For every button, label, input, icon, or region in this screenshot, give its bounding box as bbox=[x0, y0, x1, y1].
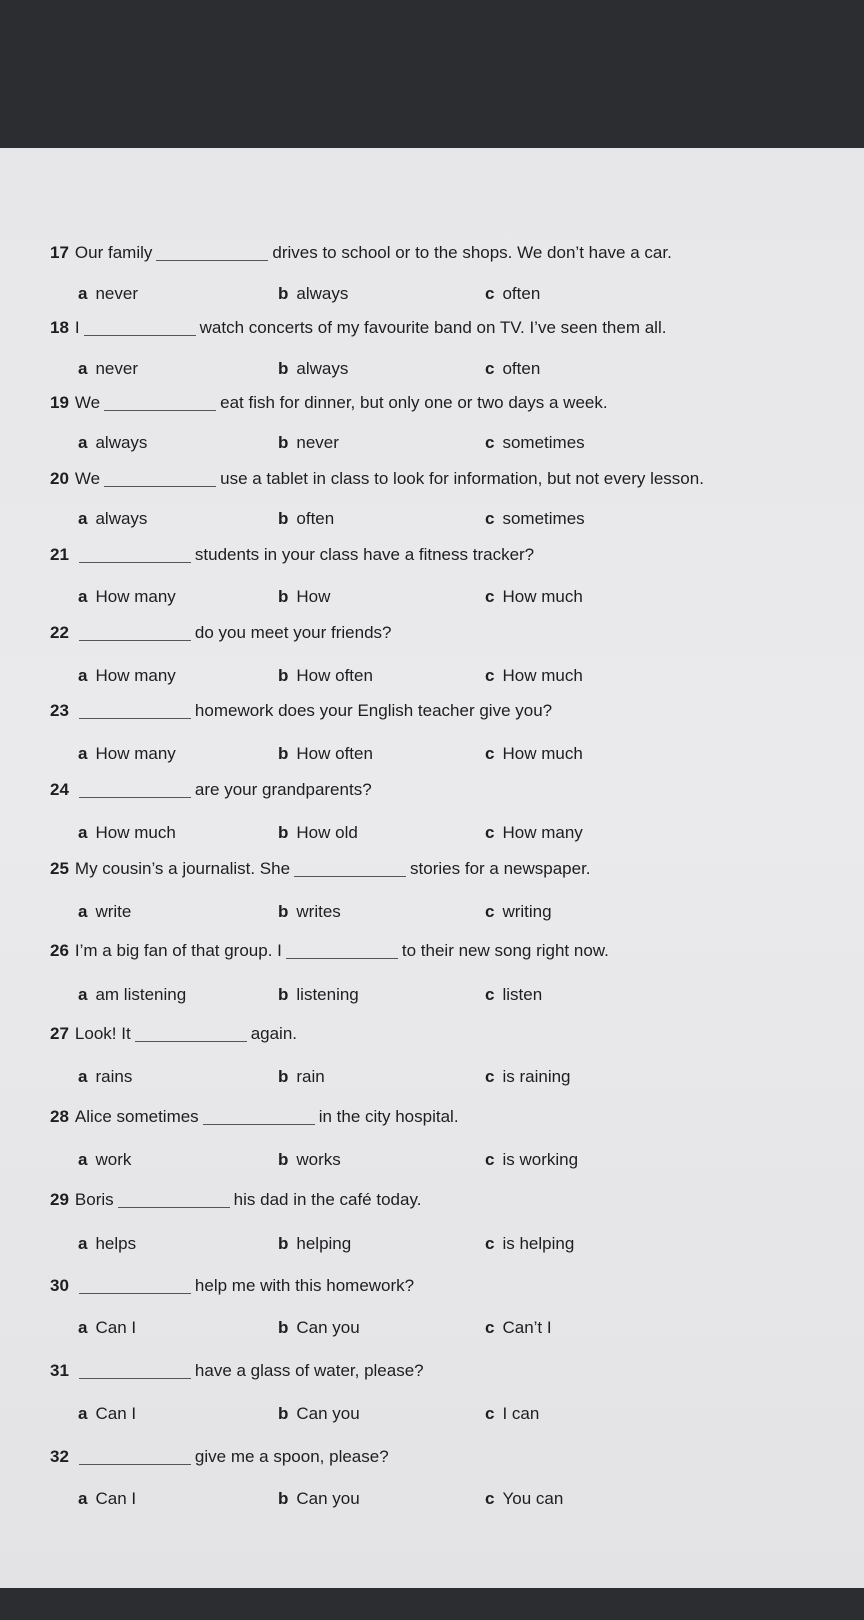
question-text-after: help me with this homework? bbox=[194, 1276, 415, 1295]
question-text-after: homework does your English teacher give you? bbox=[194, 701, 553, 720]
option-letter: c bbox=[485, 433, 495, 452]
option-letter: a bbox=[78, 1318, 88, 1337]
question-number: 17 bbox=[50, 243, 69, 262]
option-text: write bbox=[95, 902, 132, 921]
option-letter: c bbox=[485, 744, 495, 763]
answer-blank[interactable] bbox=[156, 260, 268, 261]
option-b[interactable] bbox=[278, 666, 373, 686]
question-number: 19 bbox=[50, 393, 69, 412]
option-letter: a bbox=[78, 1404, 88, 1423]
answer-blank[interactable] bbox=[294, 876, 406, 877]
option-letter: a bbox=[78, 902, 88, 921]
option-b[interactable] bbox=[278, 284, 348, 304]
option-letter: a bbox=[78, 1067, 88, 1086]
option-b[interactable] bbox=[278, 823, 358, 843]
option-letter: a bbox=[78, 509, 88, 528]
option-text: listening bbox=[296, 985, 359, 1004]
option-letter: a bbox=[78, 744, 88, 763]
question-3 bbox=[50, 469, 704, 489]
option-text: I can bbox=[502, 1404, 540, 1423]
option-text: You can bbox=[502, 1489, 564, 1508]
question-text-after: give me a spoon, please? bbox=[194, 1447, 389, 1466]
option-letter: a bbox=[78, 587, 88, 606]
question-text-before: Boris bbox=[74, 1190, 114, 1209]
option-letter: b bbox=[278, 666, 289, 685]
answer-blank[interactable] bbox=[79, 1464, 191, 1465]
option-letter: b bbox=[278, 1318, 289, 1337]
option-text: Can I bbox=[95, 1489, 137, 1508]
option-b[interactable] bbox=[278, 744, 373, 764]
option-letter: a bbox=[78, 433, 88, 452]
question-text-after: in the city hospital. bbox=[318, 1107, 459, 1126]
question-6 bbox=[50, 701, 552, 721]
option-c[interactable] bbox=[485, 1404, 539, 1424]
option-c[interactable] bbox=[485, 902, 552, 922]
question-number: 26 bbox=[50, 941, 69, 960]
answer-blank[interactable] bbox=[79, 797, 191, 798]
option-b[interactable] bbox=[278, 1234, 351, 1254]
question-number: 28 bbox=[50, 1107, 69, 1126]
option-text: How many bbox=[95, 744, 176, 763]
option-letter: c bbox=[485, 509, 495, 528]
question-text-after: drives to school or to the shops. We don’t have a car. bbox=[272, 243, 672, 262]
answer-blank[interactable] bbox=[135, 1041, 247, 1042]
option-c[interactable] bbox=[485, 744, 583, 764]
option-text: work bbox=[95, 1150, 132, 1169]
option-c[interactable] bbox=[485, 359, 540, 379]
option-a[interactable] bbox=[78, 985, 186, 1005]
option-a[interactable] bbox=[78, 1150, 131, 1170]
option-a[interactable] bbox=[78, 1234, 136, 1254]
option-letter: c bbox=[485, 1489, 495, 1508]
answer-blank[interactable] bbox=[84, 335, 196, 336]
option-text: Can you bbox=[296, 1404, 360, 1423]
option-letter: b bbox=[278, 985, 289, 1004]
option-c[interactable] bbox=[485, 1067, 571, 1087]
question-number: 25 bbox=[50, 859, 69, 878]
question-number: 27 bbox=[50, 1024, 69, 1043]
option-text: never bbox=[296, 433, 339, 452]
question-number: 21 bbox=[50, 545, 69, 564]
question-text-after: use a tablet in class to look for information, but not every lesson. bbox=[220, 469, 704, 488]
option-c[interactable] bbox=[485, 587, 583, 607]
question-2 bbox=[50, 393, 608, 413]
option-c[interactable] bbox=[485, 1489, 563, 1509]
question-text-after: students in your class have a fitness tracker? bbox=[194, 545, 535, 564]
option-text: always bbox=[95, 509, 148, 528]
question-text-after: eat fish for dinner, but only one or two days a week. bbox=[220, 393, 608, 412]
option-letter: c bbox=[485, 1150, 495, 1169]
option-c[interactable] bbox=[485, 284, 540, 304]
option-text: is working bbox=[502, 1150, 579, 1169]
answer-blank[interactable] bbox=[79, 1293, 191, 1294]
option-letter: b bbox=[278, 1234, 289, 1253]
option-text: always bbox=[296, 359, 349, 378]
answer-blank[interactable] bbox=[79, 1378, 191, 1379]
option-letter: b bbox=[278, 1150, 289, 1169]
option-letter: a bbox=[78, 359, 88, 378]
question-text-after: are your grandparents? bbox=[194, 780, 372, 799]
option-text: Can you bbox=[296, 1489, 360, 1508]
option-letter: b bbox=[278, 1404, 289, 1423]
question-text-before: I bbox=[74, 318, 80, 337]
option-c[interactable] bbox=[485, 985, 542, 1005]
option-text: often bbox=[502, 359, 541, 378]
option-letter: c bbox=[485, 359, 495, 378]
option-letter: b bbox=[278, 1489, 289, 1508]
option-text: works bbox=[296, 1150, 341, 1169]
option-a[interactable] bbox=[78, 284, 138, 304]
option-letter: c bbox=[485, 1318, 495, 1337]
option-b[interactable] bbox=[278, 1318, 360, 1338]
option-letter: c bbox=[485, 1404, 495, 1423]
option-text: helping bbox=[296, 1234, 352, 1253]
option-letter: b bbox=[278, 509, 289, 528]
option-letter: c bbox=[485, 1234, 495, 1253]
option-c[interactable] bbox=[485, 433, 585, 453]
option-letter: c bbox=[485, 902, 495, 921]
option-letter: a bbox=[78, 284, 88, 303]
option-letter: b bbox=[278, 1067, 289, 1086]
question-8 bbox=[50, 859, 591, 879]
option-letter: c bbox=[485, 666, 495, 685]
question-11 bbox=[50, 1107, 459, 1127]
question-number: 32 bbox=[50, 1447, 69, 1466]
question-text-after: do you meet your friends? bbox=[194, 623, 392, 642]
answer-blank[interactable] bbox=[118, 1207, 230, 1208]
question-4 bbox=[50, 545, 534, 565]
option-letter: b bbox=[278, 433, 289, 452]
question-13 bbox=[50, 1276, 414, 1296]
question-text-after: again. bbox=[250, 1024, 298, 1043]
option-c[interactable] bbox=[485, 509, 585, 529]
option-text: sometimes bbox=[502, 509, 585, 528]
question-0 bbox=[50, 243, 672, 263]
question-text-after: his dad in the café today. bbox=[233, 1190, 422, 1209]
option-text: Can you bbox=[296, 1318, 360, 1337]
option-b[interactable] bbox=[278, 509, 334, 529]
option-text: How much bbox=[502, 587, 583, 606]
question-text-after: stories for a newspaper. bbox=[410, 859, 591, 878]
option-text: How bbox=[296, 587, 331, 606]
option-b[interactable] bbox=[278, 1067, 325, 1087]
option-b[interactable] bbox=[278, 985, 359, 1005]
option-text: helps bbox=[95, 1234, 137, 1253]
option-b[interactable] bbox=[278, 433, 339, 453]
question-1 bbox=[50, 318, 666, 338]
option-letter: a bbox=[78, 985, 88, 1004]
question-number: 24 bbox=[50, 780, 69, 799]
option-b[interactable] bbox=[278, 902, 341, 922]
question-number: 23 bbox=[50, 701, 69, 720]
option-letter: c bbox=[485, 587, 495, 606]
option-text: listen bbox=[502, 985, 543, 1004]
option-c[interactable] bbox=[485, 1318, 552, 1338]
option-text: never bbox=[95, 284, 138, 303]
option-letter: a bbox=[78, 1150, 88, 1169]
option-a[interactable] bbox=[78, 902, 131, 922]
option-a[interactable] bbox=[78, 823, 176, 843]
option-b[interactable] bbox=[278, 1150, 341, 1170]
question-text-before: We bbox=[74, 393, 101, 412]
answer-blank[interactable] bbox=[79, 640, 191, 641]
option-text: always bbox=[95, 433, 148, 452]
option-letter: b bbox=[278, 823, 289, 842]
option-c[interactable] bbox=[485, 666, 583, 686]
option-text: often bbox=[296, 509, 335, 528]
option-letter: b bbox=[278, 587, 289, 606]
option-text: How many bbox=[95, 666, 176, 685]
option-a[interactable] bbox=[78, 666, 176, 686]
question-number: 20 bbox=[50, 469, 69, 488]
option-a[interactable] bbox=[78, 509, 147, 529]
question-text-after: have a glass of water, please? bbox=[194, 1361, 424, 1380]
option-text: How many bbox=[95, 587, 176, 606]
option-letter: a bbox=[78, 666, 88, 685]
option-text: sometimes bbox=[502, 433, 585, 452]
answer-blank[interactable] bbox=[104, 410, 216, 411]
option-text: never bbox=[95, 359, 138, 378]
option-a[interactable] bbox=[78, 1318, 136, 1338]
option-text: How old bbox=[296, 823, 358, 842]
option-text: How much bbox=[502, 666, 583, 685]
bottom-bar bbox=[0, 1588, 864, 1620]
option-b[interactable] bbox=[278, 1404, 360, 1424]
option-text: always bbox=[296, 284, 349, 303]
option-c[interactable] bbox=[485, 823, 583, 843]
option-a[interactable] bbox=[78, 744, 176, 764]
question-text-before: I’m a big fan of that group. I bbox=[74, 941, 282, 960]
option-text: writes bbox=[296, 902, 341, 921]
option-text: Can I bbox=[95, 1318, 137, 1337]
option-c[interactable] bbox=[485, 1234, 574, 1254]
option-letter: a bbox=[78, 1489, 88, 1508]
option-letter: c bbox=[485, 823, 495, 842]
answer-blank[interactable] bbox=[79, 562, 191, 563]
option-text: How often bbox=[296, 666, 373, 685]
option-text: often bbox=[502, 284, 541, 303]
option-c[interactable] bbox=[485, 1150, 578, 1170]
option-a[interactable] bbox=[78, 587, 176, 607]
answer-blank[interactable] bbox=[104, 486, 216, 487]
option-text: How much bbox=[95, 823, 176, 842]
question-12 bbox=[50, 1190, 421, 1210]
option-letter: b bbox=[278, 902, 289, 921]
question-5 bbox=[50, 623, 391, 643]
option-letter: b bbox=[278, 284, 289, 303]
option-text: How much bbox=[502, 744, 583, 763]
option-text: Can’t I bbox=[502, 1318, 552, 1337]
question-number: 18 bbox=[50, 318, 69, 337]
question-text-before: My cousin’s a journalist. She bbox=[74, 859, 291, 878]
question-14 bbox=[50, 1361, 424, 1381]
option-a[interactable] bbox=[78, 1404, 136, 1424]
option-text: is raining bbox=[502, 1067, 571, 1086]
option-letter: c bbox=[485, 284, 495, 303]
option-text: writing bbox=[502, 902, 552, 921]
question-text-before: Alice sometimes bbox=[74, 1107, 199, 1126]
question-number: 22 bbox=[50, 623, 69, 642]
question-text-before: We bbox=[74, 469, 101, 488]
option-text: rain bbox=[296, 1067, 325, 1086]
question-9 bbox=[50, 941, 609, 961]
option-a[interactable] bbox=[78, 359, 138, 379]
option-b[interactable] bbox=[278, 587, 330, 607]
option-letter: a bbox=[78, 823, 88, 842]
option-b[interactable] bbox=[278, 359, 348, 379]
option-a[interactable] bbox=[78, 1067, 132, 1087]
option-letter: a bbox=[78, 1234, 88, 1253]
question-number: 29 bbox=[50, 1190, 69, 1209]
option-letter: c bbox=[485, 1067, 495, 1086]
question-7 bbox=[50, 780, 372, 800]
question-10 bbox=[50, 1024, 297, 1044]
option-a[interactable] bbox=[78, 1489, 136, 1509]
option-text: rains bbox=[95, 1067, 133, 1086]
question-number: 30 bbox=[50, 1276, 69, 1295]
option-letter: c bbox=[485, 985, 495, 1004]
question-text-before: Look! It bbox=[74, 1024, 131, 1043]
option-text: am listening bbox=[95, 985, 187, 1004]
option-text: How many bbox=[502, 823, 583, 842]
answer-blank[interactable] bbox=[286, 958, 398, 959]
question-text-before: Our family bbox=[74, 243, 153, 262]
option-b[interactable] bbox=[278, 1489, 360, 1509]
option-a[interactable] bbox=[78, 433, 147, 453]
question-number: 31 bbox=[50, 1361, 69, 1380]
option-text: How often bbox=[296, 744, 373, 763]
option-letter: b bbox=[278, 744, 289, 763]
option-text: Can I bbox=[95, 1404, 137, 1423]
answer-blank[interactable] bbox=[79, 718, 191, 719]
question-15 bbox=[50, 1447, 389, 1467]
option-text: is helping bbox=[502, 1234, 575, 1253]
question-text-after: to their new song right now. bbox=[401, 941, 609, 960]
option-letter: b bbox=[278, 359, 289, 378]
question-text-after: watch concerts of my favourite band on TV. I’ve seen them all. bbox=[199, 318, 667, 337]
answer-blank[interactable] bbox=[203, 1124, 315, 1125]
